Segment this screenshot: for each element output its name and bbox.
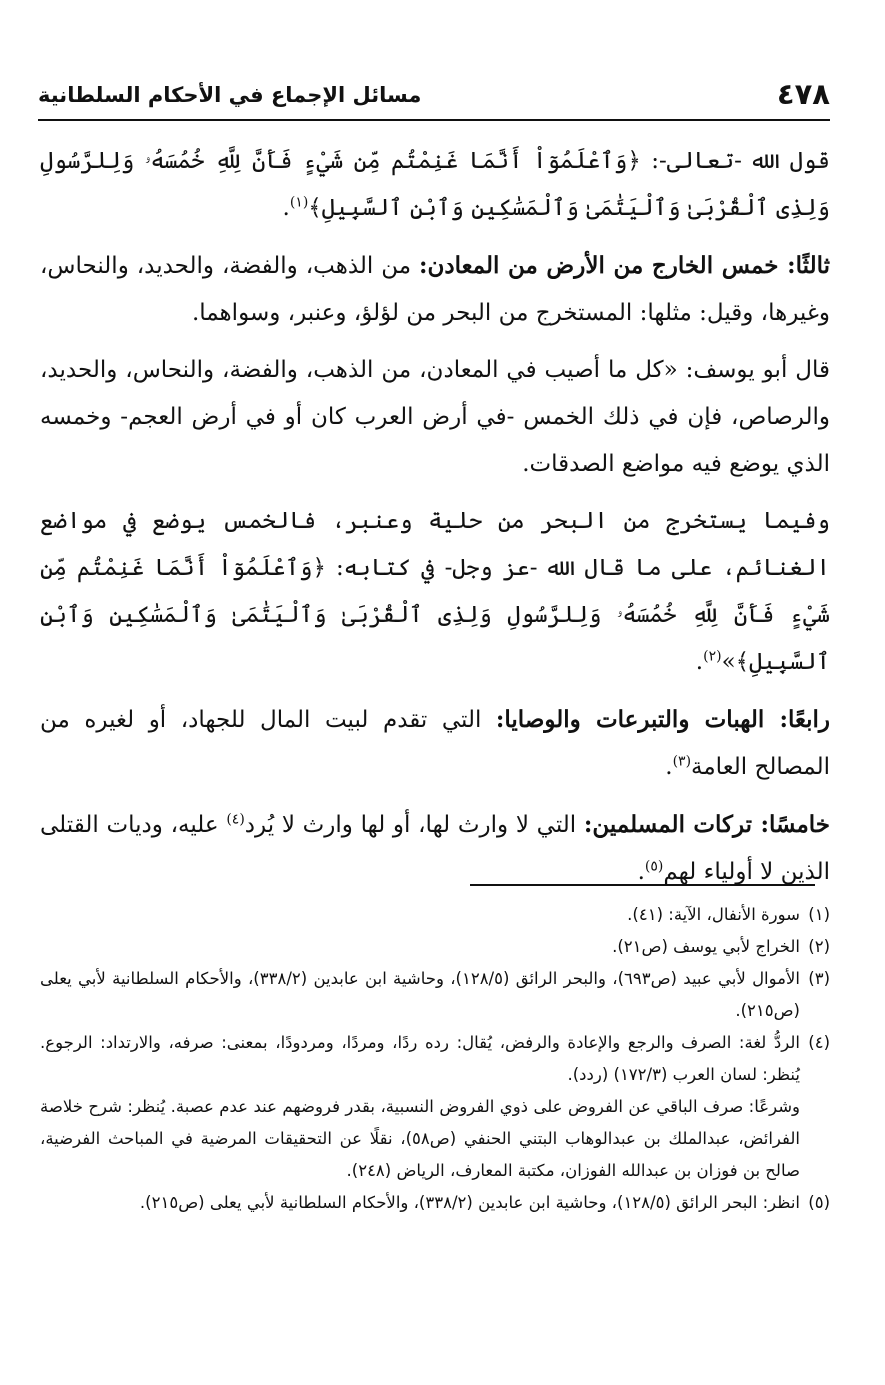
footnote-ref: (٣) [672,753,692,770]
footnote [40,1027,830,1187]
footnote-number: (٥) [808,1193,830,1212]
section-heading: خامسًا: تركات المسلمين: [583,811,831,838]
footnote [40,899,830,931]
paragraph-sea [40,498,830,686]
footnote-ref: (٢) [703,648,722,665]
punctuation: . [637,859,645,885]
section-heading: ثالثًا: خمس الخارج من الأرض من المعادن: [418,252,830,279]
punctuation: . [282,195,290,221]
running-title: مسائل الإجماع في الأحكام السلطانية [38,83,422,107]
footnote [40,1187,830,1219]
footnote-text: وشرعًا: صرف الباقي عن الفروض على ذوي الفروض النسبية، بقدر فروضهم عند عدم عصبة. يُنظر: شرح خلاصة الفرائض، عبدالملك بن عبدالوهاب البتني الحنفي (ص٥٨)، نقلًا عن التحقيقات المرضية في المباحث الفرضية، صالح بن فوزان بن عبدالله الفوزان، مكتبة المعارف، الرياض (٢٤٨). [40,1097,800,1180]
page-header [38,75,830,121]
paragraph-text: التي تقدم لبيت المال للجهاد، أو لغيره من المصالح العامة [40,707,830,780]
paragraph-abu-yusuf [40,347,830,488]
footnote-number: (١) [808,905,830,924]
paragraph-text: قول الله -تعالى-: [640,148,830,174]
footnote-text: الأموال لأبي عبيد (ص٦٩٣)، والبحر الرائق (١٢٨/٥)، وحاشية ابن عابدين (٣٣٨/٢)، والأحكام السلطانية لأبي يعلى (ص٢١٥). [40,969,801,1020]
footnote-text: الردُّ لغة: الصرف والرجع والإعادة والرفض، يُقال: رده ردًا، ومردًا، ومردودًا، بمعنى: صرفه، والارتداد: الرجوع. يُنظر: لسان العرب (١٧٢/٣) (ردد). [40,1033,800,1084]
paragraph-text: قال أبو يوسف: «كل ما أصيب في المعادن، من الذهب، والفضة، والنحاس، والحديد، والرصاص، فإن في ذلك الخمس -في أرض العرب كان أو في أرض العجم- وخمسه الذي يوضع فيه مواضع الصدقات. [40,357,830,477]
paragraph-fifth [40,801,830,896]
paragraph-text: التي لا وارث لها، أو لها وارث لا يُرد [244,812,584,838]
quran-verse: ﴿وَٱعْلَمُوٓاْ أَنَّمَا غَنِمْتُم مِّن شَيْءٍ فَأَنَّ لِلَّهِ خُمُسَهُۥ وَلِلرَّسُولِ وَلِذِى ٱلْقُرْبَىٰ وَٱلْيَتَٰمَىٰ وَٱلْمَسَٰكِينِ وَٱبْنِ ٱلسَّبِيلِ﴾ [40,148,830,221]
section-heading: رابعًا: الهبات والتبرعات والوصايا: [495,706,830,733]
footnote [40,963,830,1027]
footnote-text: الخراج لأبي يوسف (ص٢١). [612,937,800,956]
punctuation: . [665,754,673,780]
footnotes [40,899,830,1219]
punctuation: . [695,649,704,675]
footnote-number: (٣) [808,969,830,988]
paragraph-verse-intro [40,138,830,232]
paragraph-text: من الذهب، والفضة، والحديد، والنحاس، وغيرها، وقيل: مثلها: المستخرج من البحر من لؤلؤ، وعنبر، وسواهما. [40,253,830,326]
page-number: ٤٧٨ [776,77,830,111]
footnote-number: (٤) [808,1033,830,1052]
quote-close: » [721,649,736,675]
paragraph-text: وفيما يستخرج من البحر من حلية وعنبر، فالخمس يوضع في مواضع الغنائم، على ما قال الله -عز وجل- في كتابه: [40,508,830,581]
main-text [40,138,830,906]
footnote-separator [470,884,815,886]
footnote-ref: (٥) [644,858,664,875]
footnote-ref: (١) [289,194,309,211]
paragraph-third [40,242,830,337]
quran-verse: ﴿وَٱعْلَمُوٓاْ أَنَّمَا غَنِمْتُم مِّن شَيْءٍ فَأَنَّ لِلَّهِ خُمُسَهُۥ وَلِلرَّسُولِ وَلِذِى ٱلْقُرْبَىٰ وَٱلْيَتَٰمَىٰ وَٱلْمَسَٰكِينِ وَٱبْنِ ٱلسَّبِيلِ﴾ [40,555,830,675]
footnote-ref: (٤) [226,811,245,828]
footnote-text: انظر: البحر الرائق (١٢٨/٥)، وحاشية ابن عابدين (٣٣٨/٢)، والأحكام السلطانية لأبي يعلى (ص٢١٥). [139,1193,800,1212]
footnote-text: سورة الأنفال، الآية: (٤١). [627,905,800,924]
footnote [40,931,830,963]
paragraph-text: عليه، وديات القتلى الذين لا أولياء لهم [40,812,830,885]
paragraph-fourth [40,696,830,791]
footnote-number: (٢) [808,937,830,956]
